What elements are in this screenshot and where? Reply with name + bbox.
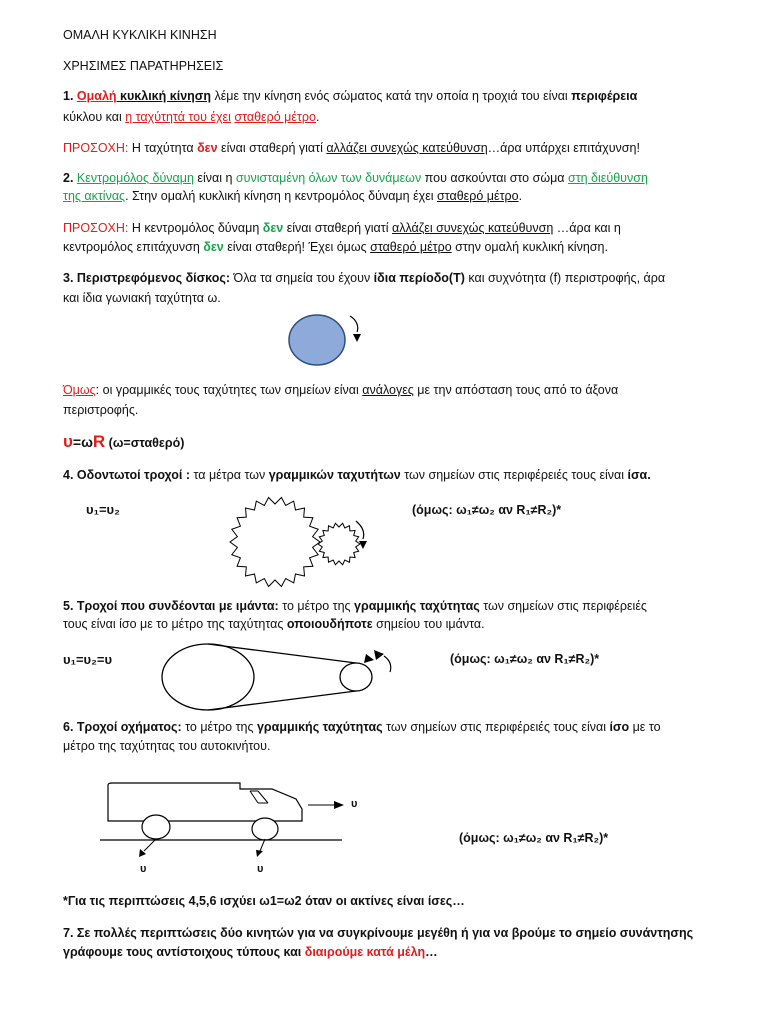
text: και συχνότητα (f) περιστροφής, άρα (464, 271, 666, 285)
text: με το (629, 720, 661, 734)
text: 6. Τροχοί οχήματος: (63, 720, 182, 734)
rotation-arrow-icon (350, 316, 358, 332)
text: γραμμικών ταχυτήτων (268, 468, 401, 482)
rotation-arrowhead-icon (353, 334, 361, 342)
text: των σημείων στις περιφέρειές τους είναι (382, 720, 610, 734)
truck-body (108, 783, 302, 821)
text: δεν (203, 240, 224, 254)
paragraph-3-line-1 (63, 270, 665, 287)
text: το μέτρο της (181, 720, 257, 734)
footnote: *Για τις περιπτώσεις 4,5,6 ισχύει ω1=ω2 όταν οι ακτίνες είναι ίσες… (63, 894, 465, 908)
rotating-disk-figure (285, 310, 375, 372)
text: γράφουμε τους αντίστοιχους τύπους και (63, 945, 305, 959)
arrowhead-icon (364, 654, 374, 663)
text: Η ταχύτητα (128, 141, 198, 155)
gears-figure (225, 495, 385, 595)
text: με την απόσταση τους από το άξονα (413, 383, 619, 397)
text: διαιρούμε κατά μέλη (304, 945, 426, 959)
arrowhead-icon (374, 650, 384, 660)
text: R (92, 432, 106, 451)
paragraph-6-line-2: μέτρο της ταχύτητας του αυτοκινήτου. (63, 739, 271, 753)
text: της ακτίνας (63, 189, 126, 203)
rear-wheel-velocity-label: υ (140, 863, 147, 875)
gears-note: (όμως: ω₁≠ω₂ αν R₁≠R₂)* (412, 503, 562, 517)
truck-velocity-label: υ (351, 798, 358, 810)
front-wheel (252, 818, 278, 840)
text: =ω (72, 434, 93, 450)
text: 2. (63, 171, 77, 185)
text: σταθερό μέτρο (234, 110, 316, 124)
paragraph-7-line-2 (63, 944, 438, 961)
text: περιφέρεια (571, 89, 638, 103)
text: λέμε την κίνηση ενός σώματος κατά την οποία η τροχιά του είναι (210, 89, 572, 103)
text: δεν (262, 221, 284, 235)
text: είναι σταθερή γιατί (217, 141, 327, 155)
rotation-arrow-icon (384, 656, 391, 672)
text: … (425, 945, 438, 959)
text: των σημείων στις περιφέρειές (479, 599, 647, 613)
text: αλλάζει συνεχώς κατεύθυνση (391, 221, 554, 235)
text: ίσο (609, 720, 630, 734)
text: …άρα υπάρχει επιτάχυνση! (487, 141, 640, 155)
text: Όλα τα σημεία του έχουν (230, 271, 374, 285)
text: τα μέτρα των (190, 468, 269, 482)
gears-equation: υ₁=υ₂ (86, 502, 120, 517)
paragraph-1-line-2 (63, 109, 319, 126)
text: : οι γραμμικές τους ταχύτητες των σημείων είναι (95, 383, 363, 397)
text: 5. Τροχοί που συνδέονται με ιμάντα: (63, 599, 279, 613)
arrowhead-icon (334, 801, 344, 809)
paragraph-7-line-1: 7. Σε πολλές περιπτώσεις δύο κινητών για να συγκρίνουμε μεγέθη ή για να βρούμε το σημείο συνάντησης (63, 926, 694, 940)
text: συνισταμένη όλων των δυνάμεων (235, 171, 422, 185)
text: . Στην ομαλή κυκλική κίνηση η κεντρομόλος δύναμη έχει (125, 189, 438, 203)
paragraph-3-line-2: και ίδια γωνιακή ταχύτητα ω. (63, 291, 221, 305)
note-2-line-1 (63, 220, 621, 237)
truck-figure (100, 775, 360, 875)
text: οποιουδήποτε (286, 617, 373, 631)
text: …άρα και η (553, 221, 621, 235)
text: Η κεντρομόλος δύναμη (128, 221, 263, 235)
text: αλλάζει συνεχώς κατεύθυνση (326, 141, 488, 155)
large-pulley (162, 644, 254, 710)
text: υ (63, 432, 73, 451)
text: 4. Οδοντωτοί τροχοί : (63, 468, 191, 482)
text: Ομαλή (76, 89, 117, 103)
paragraph-1-line-1 (63, 88, 637, 105)
note-1 (63, 140, 640, 157)
text: κυκλική κίνηση (116, 89, 211, 103)
front-wheel-velocity-label: υ (257, 863, 264, 875)
paragraph-2-line-1 (63, 170, 648, 187)
large-gear (230, 498, 320, 587)
text: 1. (63, 89, 77, 103)
text: των σημείων στις περιφέρειές τους είναι (400, 468, 628, 482)
text: είναι σταθερή! Έχει όμως (223, 240, 371, 254)
paragraph-6-line-1 (63, 719, 661, 736)
paragraph-2-line-2 (63, 188, 522, 205)
text: η ταχύτητά του έχει (125, 110, 231, 124)
text: σταθερό μέτρο (370, 240, 452, 254)
paragraph-3b-line-2: περιστροφής. (63, 403, 139, 417)
rotation-arrowhead-icon (359, 541, 367, 549)
small-gear (318, 523, 360, 564)
note-2-line-2 (63, 239, 608, 256)
text: Όμως (63, 383, 96, 397)
truck-note: (όμως: ω₁≠ω₂ αν R₁≠R₂)* (459, 831, 609, 845)
text: στην ομαλή κυκλική κίνηση. (451, 240, 608, 254)
paragraph-3b-line-1 (63, 382, 618, 399)
text: το μέτρο της (278, 599, 355, 613)
text: 3. Περιστρεφόμενος δίσκος: (63, 271, 231, 285)
velocity-arrow-icon (144, 839, 156, 851)
paragraph-5-line-1 (63, 598, 647, 615)
text: σημείου του ιμάντα. (372, 617, 485, 631)
text: κύκλου και (63, 110, 126, 124)
page-subtitle: ΧΡΗΣΙΜΕΣ ΠΑΡΑΤΗΡΗΣΕΙΣ (63, 59, 224, 73)
page-title: ΟΜΑΛΗ ΚΥΚΛΙΚΗ ΚΙΝΗΣΗ (63, 28, 217, 42)
text: Κεντρομόλος δύναμη (76, 171, 194, 185)
belt-equation: υ₁=υ₂=υ (63, 652, 113, 667)
text: είναι σταθερή γιατί (283, 221, 392, 235)
rotating-disk (289, 315, 345, 365)
text: γραμμικής ταχύτητας (256, 720, 383, 734)
text: (ω=σταθερό) (105, 436, 185, 450)
text: ΠΡΟΣΟΧΗ: (63, 141, 129, 155)
text: δεν (197, 141, 218, 155)
paragraph-5-line-2 (63, 616, 485, 633)
text: κεντρομόλος επιτάχυνση (63, 240, 204, 254)
text: ΠΡΟΣΟΧΗ: (63, 221, 129, 235)
text: ίσα. (627, 468, 651, 482)
text: γραμμικής ταχύτητας (354, 599, 480, 613)
rear-wheel (142, 815, 170, 839)
formula-linear-velocity (63, 433, 184, 452)
text: που ασκούνται στο σώμα (421, 171, 568, 185)
text: σταθερό μέτρο (437, 189, 519, 203)
belt-figure (160, 640, 410, 716)
small-pulley (340, 663, 372, 691)
text: . (315, 110, 320, 124)
velocity-arrow-icon (260, 839, 265, 851)
arrowhead-icon (256, 850, 263, 857)
text: στη διεύθυνση (567, 171, 648, 185)
text: . (518, 189, 523, 203)
text: τους είναι ίσο με το μέτρο της ταχύτητας (63, 617, 287, 631)
text: είναι η (193, 171, 236, 185)
text: ανάλογες (362, 383, 414, 397)
paragraph-4-line-1 (63, 467, 651, 484)
belt-note: (όμως: ω₁≠ω₂ αν R₁≠R₂)* (450, 652, 600, 666)
text: ίδια περίοδο(Τ) (373, 271, 465, 285)
